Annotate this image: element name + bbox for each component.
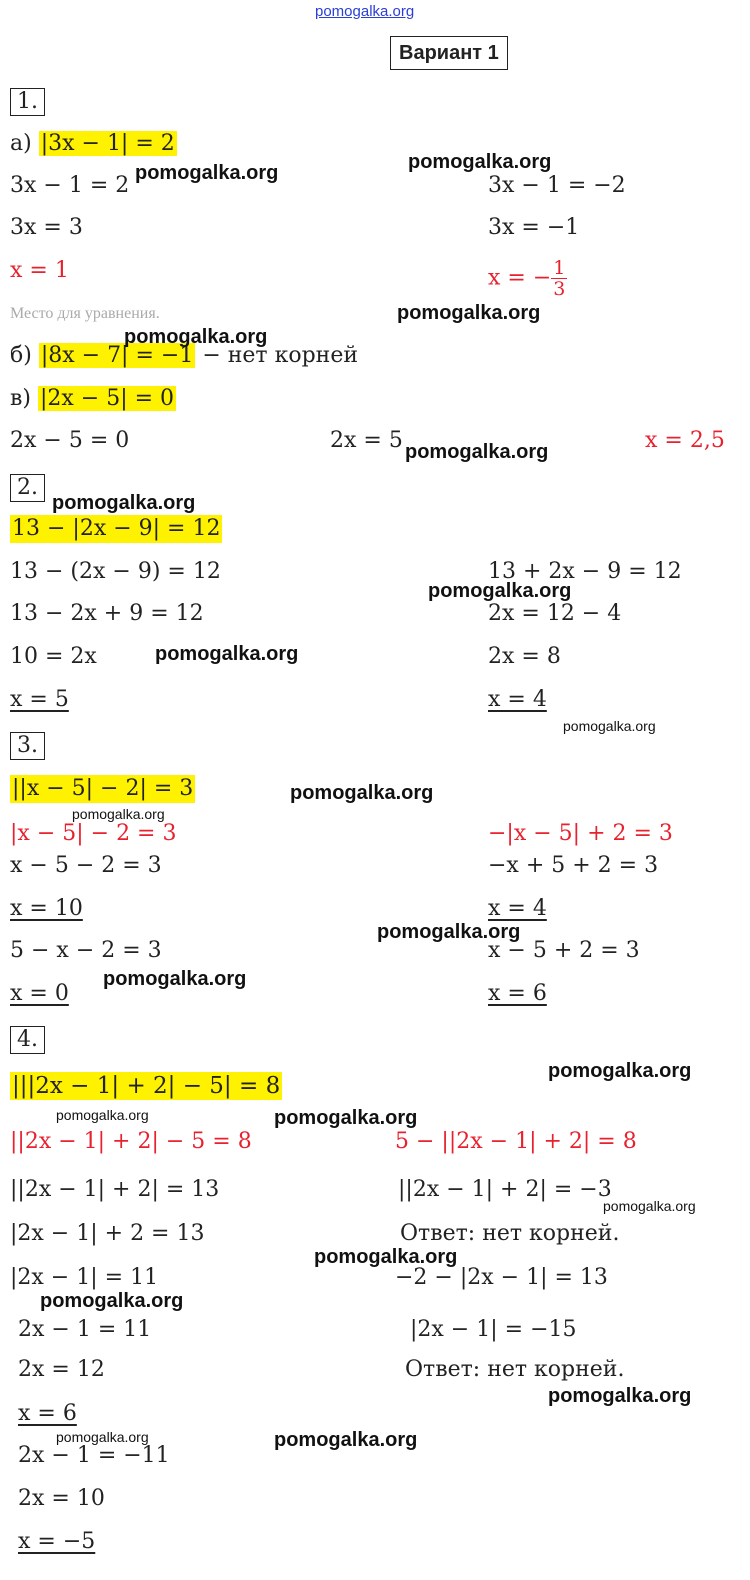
watermark: pomogalka.org	[72, 806, 165, 822]
task2-left-line-2: 13 − 2x + 9 = 12	[10, 601, 204, 626]
watermark: pomogalka.org	[56, 1107, 149, 1123]
task3-equation: ||x − 5| − 2| = 3	[12, 776, 194, 801]
watermark: pomogalka.org	[52, 492, 196, 514]
task4-left-line-5: 2x − 1 = 11	[18, 1317, 152, 1342]
watermark: pomogalka.org	[155, 643, 299, 665]
task2-left-line-3: 10 = 2x	[10, 644, 97, 669]
watermark: pomogalka.org	[428, 580, 572, 602]
task3-left-answer-1: x = 10	[10, 896, 83, 921]
task2-right-line-1: 13 + 2x − 9 = 12	[488, 559, 682, 584]
task4-equation: |||2x − 1| + 2| − 5| = 8	[12, 1073, 281, 1099]
watermark: pomogalka.org	[408, 151, 552, 173]
task1-b-label: б)	[10, 343, 39, 368]
watermark: pomogalka.org	[548, 1060, 692, 1082]
task1-right-line-1: 3x − 1 = −2	[488, 173, 626, 198]
watermark: pomogalka.org	[274, 1429, 418, 1451]
variant-title: Вариант 1	[390, 36, 508, 70]
task1-v-label: в)	[10, 386, 38, 411]
task1-b-conclusion: − нет корней	[195, 343, 359, 368]
task1-v-equation	[10, 385, 176, 413]
task1-a-label: а)	[10, 131, 39, 156]
fraction	[551, 258, 567, 299]
task1-v-highlight: |2x − 5| = 0	[39, 386, 175, 411]
task1-left-line-2: 3x = 3	[10, 215, 83, 240]
task4-right-conclusion-1: Ответ: нет корней.	[400, 1221, 620, 1246]
task-number-2: 2.	[10, 474, 45, 502]
watermark: pomogalka.org	[377, 921, 521, 943]
task3-right-line-2: −x + 5 + 2 = 3	[488, 853, 659, 878]
task2-right-line-2: 2x = 12 − 4	[488, 601, 622, 626]
task3-right-line-4: x − 5 + 2 = 3	[488, 938, 640, 963]
task2-left-answer: x = 5	[10, 687, 69, 712]
fraction-numerator: 1	[553, 257, 566, 279]
watermark: pomogalka.org	[397, 302, 541, 324]
site-link[interactable]: pomogalka.org	[315, 3, 415, 20]
task3-left-line-2: x − 5 − 2 = 3	[10, 853, 162, 878]
task4-left-line-1: ||2x − 1| + 2| − 5 = 8	[10, 1129, 252, 1154]
task4-left-line-8: 2x − 1 = −11	[18, 1443, 170, 1468]
watermark: pomogalka.org	[124, 326, 268, 348]
task1-a-highlight: |3x − 1| = 2	[40, 131, 175, 156]
watermark: pomogalka.org	[40, 1290, 184, 1312]
task1-left-line-1: 3x − 1 = 2	[10, 173, 130, 198]
task1-v-answer: x = 2,5	[645, 428, 725, 453]
task4-left-answer-1: x = 6	[18, 1401, 77, 1426]
task4-left-line-3: |2x − 1| + 2 = 13	[10, 1221, 205, 1246]
task3-left-answer-2: x = 0	[10, 981, 69, 1006]
task4-right-line-4: −2 − |2x − 1| = 13	[395, 1265, 608, 1290]
task3-left-line-1: |x − 5| − 2 = 3	[10, 821, 177, 846]
equation-placeholder-hint: Место для уравнения.	[10, 305, 160, 322]
watermark: pomogalka.org	[290, 782, 434, 804]
task4-left-line-2: ||2x − 1| + 2| = 13	[10, 1177, 220, 1202]
task1-v-line-1: 2x − 5 = 0	[10, 428, 130, 453]
task2-equation: 13 − |2x − 9| = 12	[12, 516, 221, 541]
task-number-4: 4.	[10, 1026, 45, 1054]
task1-right-answer	[488, 258, 567, 299]
task2-left-line-1: 13 − (2x − 9) = 12	[10, 559, 221, 584]
watermark: pomogalka.org	[314, 1246, 458, 1268]
task4-right-line-2: ||2x − 1| + 2| = −3	[398, 1177, 612, 1202]
task1-right-answer-prefix: x = −	[488, 265, 552, 291]
task4-right-conclusion-2: Ответ: нет корней.	[405, 1357, 625, 1382]
task4-right-line-1: 5 − ||2x − 1| + 2| = 8	[395, 1129, 637, 1154]
task3-right-answer-2: x = 6	[488, 981, 547, 1006]
watermark: pomogalka.org	[103, 968, 247, 990]
watermark: pomogalka.org	[274, 1107, 418, 1129]
watermark: pomogalka.org	[135, 162, 279, 184]
watermark: pomogalka.org	[563, 718, 656, 734]
task3-right-line-1: −|x − 5| + 2 = 3	[488, 821, 673, 846]
task2-right-answer: x = 4	[488, 687, 547, 712]
task1-a-equation	[10, 130, 177, 158]
watermark: pomogalka.org	[405, 441, 549, 463]
task4-left-line-6: 2x = 12	[18, 1357, 105, 1382]
watermark: pomogalka.org	[548, 1385, 692, 1407]
task-number-3: 3.	[10, 732, 45, 760]
task1-b-highlight: |8x − 7| = −1	[40, 343, 194, 368]
task3-right-answer-1: x = 4	[488, 896, 547, 921]
task2-right-line-3: 2x = 8	[488, 644, 561, 669]
watermark: pomogalka.org	[603, 1198, 696, 1214]
task3-left-line-4: 5 − x − 2 = 3	[10, 938, 162, 963]
task4-right-line-5: |2x − 1| = −15	[410, 1317, 577, 1342]
fraction-denominator: 3	[553, 278, 566, 300]
task1-right-line-2: 3x = −1	[488, 215, 580, 240]
task-number-1: 1.	[10, 88, 45, 116]
task4-left-line-4: |2x − 1| = 11	[10, 1265, 159, 1290]
watermark: pomogalka.org	[56, 1429, 149, 1445]
task4-left-line-9: 2x = 10	[18, 1486, 105, 1511]
task1-v-line-2: 2x = 5	[330, 428, 403, 453]
task4-left-answer-2: x = −5	[18, 1529, 96, 1554]
task1-left-answer: x = 1	[10, 258, 69, 283]
